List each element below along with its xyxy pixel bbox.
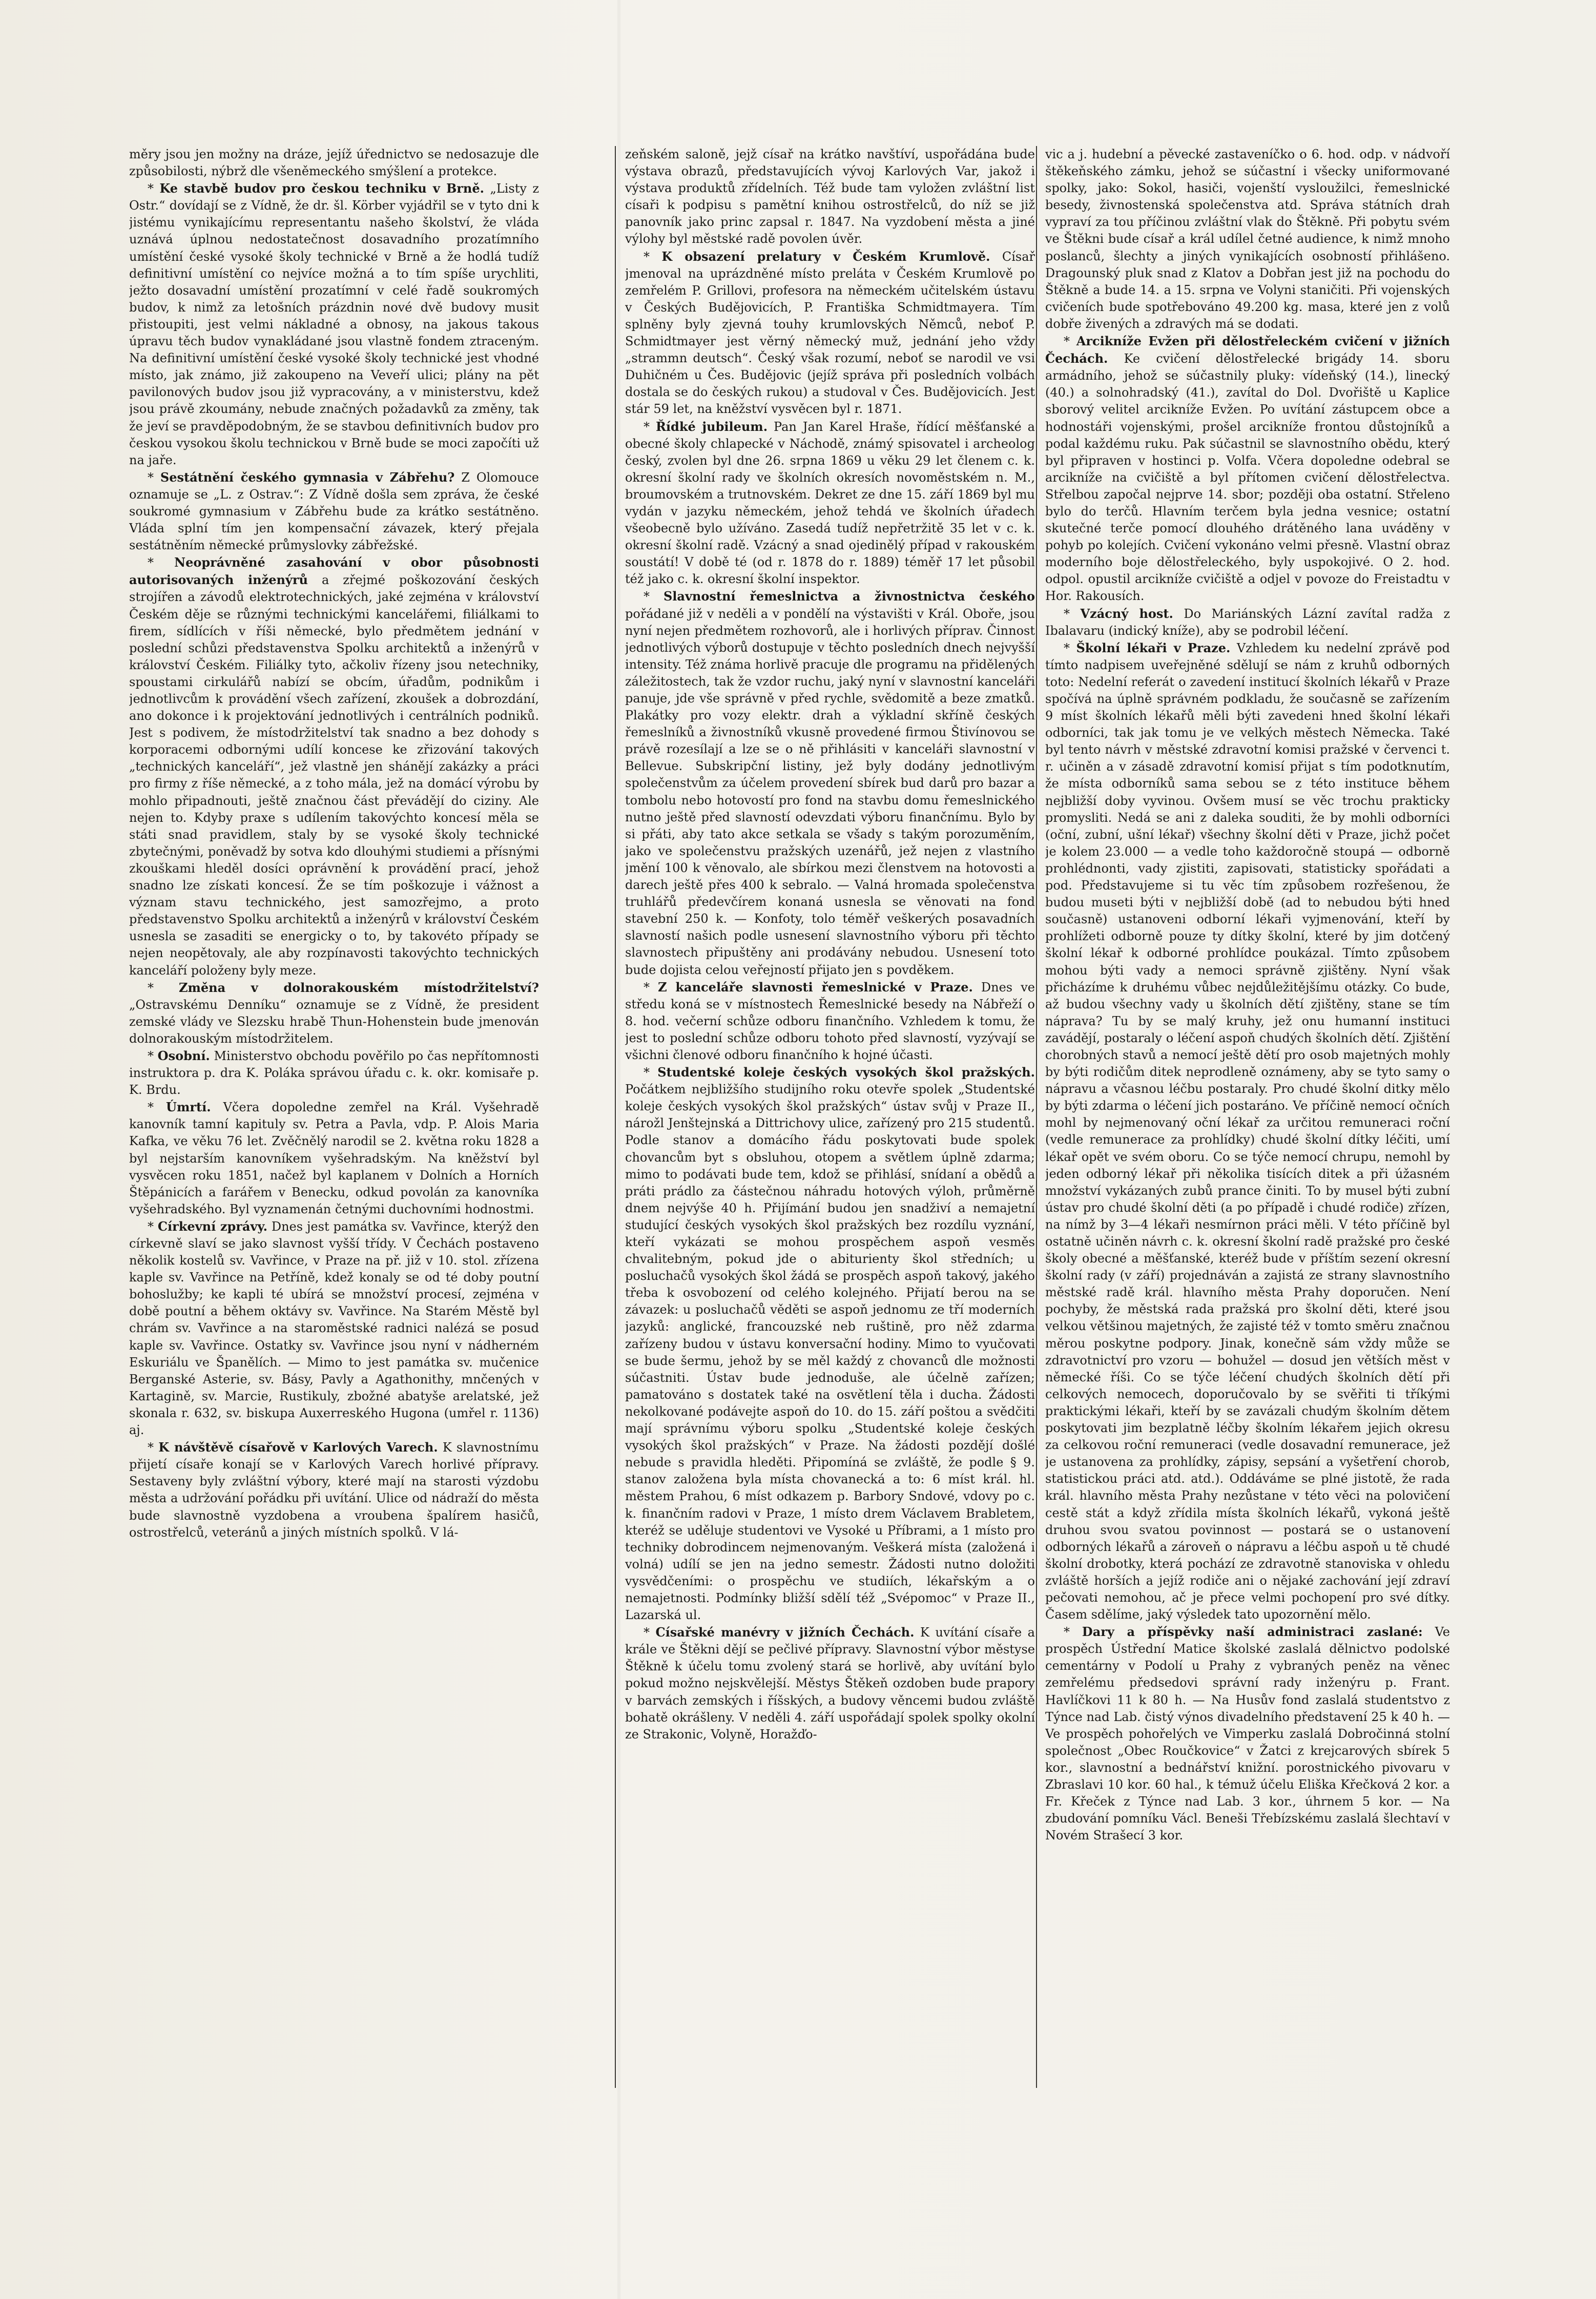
article-body: K slavnostnímu přijetí císaře konají se v Karlových Varech horlivé přípravy. Sestaveny byly zvláštní výbory, které mají na starosti výzdobu města a udržování pořádku při uvítání. Ulice od nádraží do města bude slavnostně vyzdobena a vroubena špalírem hasičů, ostrostřelců, veteránů a jiných místních spolků. V lá-	[129, 1440, 539, 1540]
article-skolni-lekari: * Školní lékaři v Praze. Vzhledem ku nedelní zprávě pod tímto nadpisem uveřejněné sdělují se nám z kruhů odborných toto: Nedelní referát o zavedení institucí školních lékařů v Praze spočívá na úplně správném podkladu, že současně se zařízením 9 míst školních lékařů měli býti zavedeni hned školní lékaři odborníci, tak jak tomu je ve velkých městech Německa. Také byl tento návrh v městské zdravotní komisi pražské v červenci t. r. učiněn a v zásadě zdravotní komisí přijat s tím podotknutím, že místa odborníků sama sebou se z této instituce během nejbližší doby vyvinou. Ovšem musí se věc trochu prakticky promysliti. Nedá se ani z daleka souditi, že by mohli odborníci (oční, zubní, ušní lékař) všechny školní děti v Praze, jichž počet je kolem 23.000 — a vedle toho každoročně stoupá — odborně prohlédnonti, vady zjistiti, zapisovati, statisticky spořádati a pod. Představujeme si tu věc tím způsobem rozřešenou, že budou museti býti v nejbližší době (ad to nebudou býti hned současně) ustanoveni odborní lékaři vyjmenování, kteří by prohlížeti odborně pouze ty dítky školní, které by jim dotčený školní lékař k odborné prohlídce poukázal. Tímto způsobem mohou býti vady a nemoci správně zjištěny. Nyní však přicházíme k druhému vůbec nejdůležitějšímu otázky. Co bude, až budou všechny vady u školních dětí zjištěny, stane se tím náprava? Tu by se malý kruhy, jež onu humanní instituci zavádějí, postaraly o léčení aspoň chudých školních dětí. Zjištění chorobných stavů a nemocí ještě dětí pro osob majetných mohly by býti rodičům ditek neprodleně oznámeny, aby se tyto samy o nápravu a včasnou léčbu postaraly. Pro chudé školní ditky mělo by býti zdarma o léčení jich postaráno. Ve příčině nemocí očních mohl by nejmenovaný oční lékař za určitou remuneraci roční (vedle remunerace za prohlídky) chudé školní dítky léčiti, umí lékař opět ve svém oboru. Co se týče nemocí chrupu, nemohl by jeden odborný lékař při několika tisících ditek a při úžasném množství vykázaných zubů prance činiti. To by musel býti zubní ústav pro chudé školní děti (a po případě i chudé rodiče) zřízen, na nímž by 3—4 lékaři nesmírnon práci měli. V této příčině byl ostatně učiněn návrh c. k. okresní školní radě pražské pro české školy obecné a měšťanské, kteréž bude v příštím sezení okresní školní rady (v září) projednáván a zajistá ze strany slavnostního městské radě král. hlavního města Prahy doporučen. Není pochyby, že městská rada pražská pro školní děti, které jsou velkou většinou majetných, že zajisté též v tomto směru značnou měrou poskytne podpory. Jinak, konečně sám vždy může se zdravotnictví pro vzoru — bohužel — dosud jen větších měst v německé říši. Co se týče léčení chudých školních dětí při celkových nemocech, doporučovalo by se svěřiti ti tříkými praktickými lékaři, kteří by se zavázali chudým školním dětem poskytovati jim bezplatně léčby školním lékařem jejich okresu za celkovou roční remuneraci (vedle dosavadní remunerace, jež je ustanovena za prohlídky, zápisy, sepsání a vyšetření chorob, statistickou práci atd. atd.). Oddáváme se plné jistotě, že rada král. hlavního města Prahy nezůstane v této věci na polovičení cestě stát a když zřídila místa školních lékařů, vykoná ještě druhou svou svatou povinnost — postará se o ustanovení odborných lékařů a zároveň o nápravu a léčbu aspoň u tě chudé školní drobotky, která pochází ze zdravotně stanoviska v ohledu zvláště horších a jejíž rodiče ani o nějaké zachování její zdraví pečovati nemohou, ač je přece velmi pochopení pro své dítky. Časem sdělíme, jaký výsledek tato upozornění mělo.	[1045, 640, 1450, 1622]
article-heading: Arcikníže Evžen při dělostřeleckém cvičení v jižních Čechách.	[1045, 334, 1450, 366]
article-heading: Sestátnění českého gymnasia v Zábřehu?	[160, 469, 455, 485]
column-rule-1	[615, 146, 616, 2088]
article-heading: Školní lékaři v Praze.	[1076, 640, 1231, 655]
article-mistodrzitelstvi: * Změna v dolnorakouském místodržitelství? „Ostravskému Denníku“ oznamuje se z Vídně, že president zemské vlády ve Slezsku hrabě Thun-Hohenstein bude jmenován dolnorakouským místodržitelem.	[129, 980, 539, 1046]
article-heading: K návštěvě císařově v Karlových Varech.	[158, 1440, 438, 1455]
article-heading: Řídké jubileum.	[655, 419, 768, 434]
article-slavnost-remeslnictva: * Slavnostní řemeslnictva a živnostnictva českého pořádané již v neděli a v pondělí na výstavišti v Král. Oboře, jsou nyní nejen předmětem rozhovorů, ale i horlivých příprav. Činnost jednotlivých výborů dostupuje v těchto posledních dnech nejvyšší intensity. Též známa horlivě pracuje dle programu na přidělených záležitostech, tak že vzdor ruchu, jaký nyní v slavnostní kanceláři panuje, jde vše správně v před rychle, svědomitě a beze zmatků. Plakátky pro vozy elektr. drah a výkladní skříně českých řemeslníků a živnostníků vkusně provedené firmou Štivínovou se právě rozesílají a lze se o ně přihlásiti v kanceláři slavnostní v Bellevue. Subskripční listiny, jež byly dodány jednotlivým společenstvům za účelem provedení sbírek bud darů pro bazar a tombolu nebo hotovostí pro fond na stavbu domu řemeslnického nutno ještě před slavností odevzdati výboru finančnímu. Bylo by si přáti, aby tato akce setkala se všady s takým porozuměním, jako ve společenstvu pražských uzenářů, jež nejen z vlastního jmění 100 k věnovalo, ale sbírkou mezi členstvem na hotovosti a darech ještě přes 400 k sebralo. — Valná hromada společenstva truhlářů předevčírem konaná usnesla se věnovati na fond stavební 250 k. — Konfoty, tolo téměř veškerých posavadních slavností našich podle usnesení slavnostního výboru při těchto slavnostech připuštěny ani prodávány nebudou. Usnesení toto bude dojista celou veřejností přijato jen s povděkem.	[625, 589, 1035, 977]
page-fold-shadow	[617, 0, 620, 2299]
article-cirkevni-zpravy: * Církevní zprávy. Dnes jest památka sv. Vavřince, kterýž den církevně slaví se jako slavnost vyšší třídy. V Čechách postaveno několik kostelů sv. Vavřince, v Praze na př. již v 10. stol. zřízena kaple sv. Vavřince na Petříně, kdež konaly se od té doby poutní bohoslužby; ke kapli té ubírá se množství procesí, zejména v době poutní a během oktávy sv. Vavřince. Na Starém Městě byl chrám sv. Vavřince a na staroměstské radnici nalézá se posud kaple sv. Vavřince. Ostatky sv. Vavřince jsou nyní v nádherném Eskuriálu ve Španělích. — Mimo to jest památka sv. mučenice Berganské Asterie, sv. Básy, Pavly a Agathonithy, mnčených v Kartagině, sv. Marcie, Rustikuly, zbožné abatyše arelatské, jež skonala r. 632, sv. biskupa Auxerreského Hugona (umřel r. 1136) aj.	[129, 1218, 539, 1438]
article-arcikníze-evzen: * Arcikníže Evžen při dělostřeleckém cvičení v jižních Čechách. Ke cvičení dělostřelecké brigády 14. sboru armádního, jehož se súčastnily pluky: vídeňský (14.), linecký (40.) a solnohradský (41.), zavítal do Dol. Dvořiště u Kaplice sborový velitel arcikníže Evžen. Po uvítání zástupcem obce a hodnostáři vojenskými, prošel arcikníže frontou důstojníků a podal každému ruku. Pak súčastnil se slavnostního obědu, který byl připraven v hostinci p. Volfa. Včera dopoledne odebral se arcikníže na cvičiště a byl přítomen cvičení dělostřelectva. Střelbou započal nejprve 14. sbor; později oba ostatní. Střeleno bylo do terčů. Hlavním terčem byla jedna vesnice; ostatní skutečné terče pomocí dlouhého drátěného lana uváděny v pohyb po kolejích. Cvičení vykonáno velmi přesně. Vlastní obraz moderního boje dělostřeleckého, byly uspokojivé. O 2. hod. odpol. opustil arcikníže cvičiště a odjel v povoze do Freistadtu v Hor. Rakousích.	[1045, 334, 1450, 604]
article-body: pořádané již v neděli a v pondělí na výstavišti v Král. Oboře, jsou nyní nejen předmětem rozhovorů, ale i horlivých příprav. Činnost jednotlivých výborů dostupuje v těchto posledních dnech nejvyšší intensity. Též známa horlivě pracuje dle programu na přidělených záležitostech, tak že vzdor ruchu, jaký nyní v slavnostní kanceláři panuje, jde vše správně v před rychle, svědomitě a beze zmatků. Plakátky pro vozy elektr. drah a výkladní skříně českých řemeslníků a živnostníků vkusně provedené firmou Štivínovou se právě rozesílají a lze se o ně přihlásiti v kanceláři slavnostní v Bellevue. Subskripční listiny, jež byly dodány jednotlivým společenstvům za účelem provedení sbírek bud darů pro bazar a tombolu nebo hotovostí pro fond na stavbu domu řemeslnického nutno ještě před slavností odevzdati výboru finančnímu. Bylo by si přáti, aby tato akce setkala se všady s takým porozuměním, jako ve společenstvu pražských uzenářů, jež nejen z vlastního jmění 100 k věnovalo, ale sbírkou mezi členstvem na hotovosti a darech ještě přes 400 k sebralo. — Valná hromada společenstva truhlářů předevčírem konaná usnesla se věnovati na fond stavební 250 k. — Konfoty, tolo téměř veškerých posavadních slavností našich podle usnesení slavnostního výboru při těchto slavnostech připuštěny ani prodávány nebudou. Usnesení toto bude dojista celou veřejností přijato jen s povděkem.	[625, 606, 1035, 977]
article-body: Pan Jan Karel Hraše, řídící měšťanské a obecné školy chlapecké v Náchodě, známý spisovatel i archeolog český, zvolen byl dne 26. srpna 1869 u věku 29 let členem c. k. okresní školní rady ve školních okresích novoměstském n. M., broumovském a trutnovském. Dekret ze dne 15. září 1869 byl mu vydán v jazyku německém, jehož tehdá ve školních úřadech všeobecně bylo užíváno. Zasedá tudíž nepřetržitě 35 let v c. k. okresní školní radě. Vzácný a snad ojedinělý případ v rakouském soustátí! V době té (od r. 1878 do r. 1889) téměř 17 let působil též jako c. k. okresní školní inspektor.	[625, 419, 1035, 587]
article-body: Ministerstvo obchodu pověřilo po čas nepřítomnosti instruktora p. dra K. Poláka správou úřadu c. k. okr. komisaře p. K. Brdu.	[129, 1048, 539, 1097]
article-body: Počátkem nejbližšího studijního roku otevře spolek „Studentské koleje českých vysokých škol pražských“ ústav svůj v Praze II., nárožl Jenštejnská a Dittrichovy ulice, zařízený pro 215 studentů. Podle stanov a domácího řádu poskytovati bude spolek chovancům byt s obsluhou, otopem a světlem úplně zdarma; mimo to podávati bude tem, kdož se přihlásí, snídaní a obědů a práti prádlo za částečnou náhradu hotových výloh, průměrně dnem nejvýše 40 h. Přijímání budou jen snadživí a nemajetní studující českých vysokých škol pražských bez rozdílu vyznání, kteří vykázati se mohou prospěchem aspoň vesměs chvalitebným, pokud jde o abiturienty škol středních; u posluchačů vysokých škol žádá se prospěch aspoň takový, jakého třeba k osvobození od celého kolejného. Přijatí berou na se závazek: u posluchačů věděti se aspoň jednomu ze tří moderních jazyků: anglické, francouzské neb ruštině, pro něž zdarma zařízeny budou v ústavu konversační hodiny. Mimo to vyučovati se bude šermu, jehož by se měl každý z chovanců dle možnosti súčastniti. Ústav bude jednoduše, ale účelně zařízen; pamatováno s dostatek také na osvětlení těla i ducha. Žádosti nekolkované podávejte aspoň do 10. do 15. září poštou a svědčiti mají správnímu výboru spolku „Studentské koleje českých vysokých škol pražských“ v Praze. Na žádosti pozdějí došlé nebude s pravidla hleděti. Připomíná se zvláště, že podle § 9. stanov založena byla místa chovanecká a to: 6 míst král. hl. městem Prahou, 6 míst odkazem p. Barbory Sndové, vdovy po c. k. finančním radovi v Praze, 1 místo drem Václavem Brabletem, kteréž se uděluje studentovi ve Vysoké u Příbrami, a 1 místo pro techniky dobrodincem nejmenovaným. Veškerá místa (založená i volná) udílí se jen na jedno semestr. Žádosti nutno doložiti vysvědčeními: o prospěchu ve studiích, lékařským a o nemajetnosti. Podmínky bližší sdělí též „Svépomoc“ v Praze II., Lazarská ul.	[625, 1082, 1035, 1623]
column-1	[129, 146, 539, 2088]
article-vzacny-host: * Vzácný host. Do Mariánských Lázní zavítal radža z Ibalavaru (indický kníže), aby se podrobil léčení.	[1045, 606, 1450, 638]
article-heading: Z kanceláře slavnosti řemeslnické v Praze.	[658, 979, 973, 995]
article-body: Císař jmenoval na uprázdněné místo preláta v Českém Krumlově po zemřelém P. Grillovi, profesora na německém učitelském ústavu v Českých Budějovicích, P. Františka Schmidtmayera. Tím splněny byly zjevná touhy krumlovských Němců, neboť P. Schmidtmayer jest věrný německý muž, jednání jeho vždy „strammn deutsch“. Český však rozumí, neboť se narodil ve vsi Duhičném u Čes. Budějovic (jejíž správa při posledních volbách dostala se do českých rukou) a studoval v Čes. Budějovicích. Jest stár 59 let, na kněžství vysvěcen byl r. 1871.	[625, 249, 1035, 417]
article-continuation: zeňském saloně, jejž císař na krátko navštíví, uspořádána bude výstava obrazů, představujících vývoj Karlových Var, jakož i výstava produktů zřídelních. Též bude tam vyložen zvláštní list císaři k podpisu s pamětní knihou ostrostřelců, do níž se již panovník jako princ zapsal r. 1847. Na vyzdobení města a jiné výlohy byl městské radě povolen úvěr.	[625, 147, 1035, 246]
article-heading: Církevní zprávy.	[157, 1218, 267, 1234]
article-continuation: měry jsou jen možny na dráze, jejíž úřednictvo se nedosazuje dle způsobilosti, nýbrž dle všeněmeckého smýšlení a protekce.	[129, 147, 539, 179]
article-cisarske-manevry: * Císařské manévry v jižních Čechách. K uvítání císaře a krále ve Štěkni dějí se pečlivé přípravy. Slavnostní výbor městyse Štěkně k účelu tomu zvolený stará se horlivě, aby uvítání bylo pokud možno nejskvělejší. Městys Štěkeň ozdoben bude prapory v barvách zemských i říšských, a budovy věncemi budou zvláště bohatě okrášleny. V neděli 4. září uspořádají spolek spolky okolní ze Strakonic, Volyně, Horažďo-	[625, 1625, 1035, 1742]
article-body: Včera dopoledne zemřel na Král. Vyšehradě kanovník tamní kapituly sv. Petra a Pavla, vdp. P. Alois Maria Kafka, ve věku 76 let. Zvěčnělý narodil se 2. května roku 1828 a byl nejstarším kanovníkem vyšehradským. Na kněžství byl vysvěcen roku 1851, načež byl kaplanem v Dolních a Horních Štěpánicích a farářem v Benecku, odkud povolán za kanovníka vyšehradského. Byl vyznamenán četnými duchovními hodnostmi.	[129, 1100, 539, 1216]
article-heading: K obsazení prelatury v Českém Krumlově.	[661, 248, 990, 264]
article-body: „Ostravskému Denníku“ oznamuje se z Vídně, že president zemské vlády ve Slezsku hrabě Thun-Hohenstein bude jmenován dolnorakouským místodržitelem.	[129, 997, 539, 1046]
article-heading: Ke stavbě budov pro českou techniku v Brně.	[159, 181, 484, 196]
article-technika-brno: * Ke stavbě budov pro českou techniku v Brně. „Listy z Ostr.“ dovídají se z Vídně, že dr. šl. Körber vyjádřil se v tyto dni k jistému vynikajícímu representantu našeho školství, že vláda uznává úplnou nedostatečnost dosavadního prozatímního umístění české vysoké školy technické v Brně a že hodlá tudíž definitivní umístění co nejvíce možná a to tím spíše urychliti, ježto dosavadní umístění prozatímní v celé řadě soukromých budov, k nimž za letošních prázdnin nové dvě budovy musit přistoupiti, jest velmi nákladné a obnosy, na jakous takous úpravu těch budov vynakládané jsou vlastně fondem ztraceným. Na definitivní umístění české vysoké školy technické jest vhodné místo, jak známo, již zakoupeno na Veveří ulici; plány na pět pavilonových budov jsou již vypracovány, a v ministerstvu, kdež jsou právě zkoumány, nebude značných požadavků za změny, tak že jeví se pravděpodobným, že se stavbou definitivních budov pro českou vysokou školu technickou v Brně bude se moci započíti už na jaře.	[129, 181, 539, 467]
article-heading: Změna v dolnorakouském místodržitelství?	[178, 980, 539, 995]
article-studentske-koleje: * Studentské koleje českých vysokých škol pražských. Počátkem nejbližšího studijního roku otevře spolek „Studentské koleje českých vysokých škol pražských“ ústav svůj v Praze II., nárožl Jenštejnská a Dittrichovy ulice, zařízený pro 215 studentů. Podle stanov a domácího řádu poskytovati bude spolek chovancům byt s obsluhou, otopem a světlem úplně zdarma; mimo to podávati bude tem, kdož se přihlásí, snídaní a obědů a práti prádlo za částečnou náhradu hotových výloh, průměrně dnem nejvýše 40 h. Přijímání budou jen snadživí a nemajetní studující českých vysokých škol pražských bez rozdílu vyznání, kteří vykázati se mohou prospěchem aspoň vesměs chvalitebným, pokud jde o abiturienty škol středních; u posluchačů vysokých škol žádá se prospěch aspoň takový, jakého třeba k osvobození od celého kolejného. Přijatí berou na se závazek: u posluchačů věděti se aspoň jednomu ze tří moderních jazyků: anglické, francouzské neb ruštině, pro něž zdarma zařízeny budou v ústavu konversační hodiny. Mimo to vyučovati se bude šermu, jehož by se měl každý z chovanců dle možnosti súčastniti. Ústav bude jednoduše, ale účelně zařízen; pamatováno s dostatek také na osvětlení těla i ducha. Žádosti nekolkované podávejte aspoň do 10. do 15. září poštou a svědčiti mají správnímu výboru spolku „Studentské koleje českých vysokých škol pražských“ v Praze. Na žádosti pozdějí došlé nebude s pravidla hleděti. Připomíná se zvláště, že podle § 9. stanov založena byla místa chovanecká a to: 6 míst král. hl. městem Prahou, 6 míst odkazem p. Barbory Sndové, vdovy po c. k. finančním radovi v Praze, 1 místo drem Václavem Brabletem, kteréž se uděluje studentovi ve Vysoké u Příbrami, a 1 místo pro techniky dobrodincem nejmenovaným. Veškerá místa (založená i volná) udílí se jen na jedno semestr. Žádosti nutno doložiti vysvědčeními: o prospěchu ve studiích, lékařským a o nemajetnosti. Podmínky bližší sdělí též „Svépomoc“ v Praze II., Lazarská ul.	[625, 1065, 1035, 1623]
article-body: Vzhledem ku nedelní zprávě pod tímto nadpisem uveřejněné sdělují se nám z kruhů odborných toto: Nedelní referát o zavedení institucí školních lékařů v Praze spočívá na úplně správném podkladu, že současně se zařízením 9 míst školních lékařů měli býti zavedeni hned školní lékaři odborníci, tak jak tomu je ve velkých městech Německa. Také byl tento návrh v městské zdravotní komisi pražské v červenci t. r. učiněn a v zásadě zdravotní komisí přijat s tím podotknutím, že místa odborníků sama sebou se z této instituce během nejbližší doby vyvinou. Ovšem musí se věc trochu prakticky promysliti. Nedá se ani z daleka souditi, že by mohli odborníci (oční, zubní, ušní lékař) všechny školní děti v Praze, jichž počet je kolem 23.000 — a vedle toho každoročně stoupá — odborně prohlédnonti, vady zjistiti, zapisovati, statisticky spořádati a pod. Představujeme si tu věc tím způsobem rozřešenou, že budou museti býti v nejbližší době (ad to nebudou býti hned současně) ustanoveni odborní lékaři vyjmenování, kteří by prohlížeti odborně pouze ty dítky školní, které by jim dotčený školní lékař k odborné prohlídce poukázal. Tímto způsobem mohou býti vady a nemoci správně zjištěny. Nyní však přicházíme k druhému vůbec nejdůležitějšímu otázky. Co bude, až budou všechny vady u školních dětí zjištěny, stane se tím náprava? Tu by se malý kruhy, jež onu humanní instituci zavádějí, postaraly o léčení aspoň chudých školních dětí. Zjištění chorobných stavů a nemocí ještě dětí pro osob majetných mohly by býti rodičům ditek neprodleně oznámeny, aby se tyto samy o nápravu a včasnou léčbu postaraly. Pro chudé školní ditky mělo by býti zdarma o léčení jich postaráno. Ve příčině nemocí očních mohl by nejmenovaný oční lékař za určitou remuneraci roční (vedle remunerace za prohlídky) chudé školní dítky léčiti, umí lékař opět ve svém oboru. Co se týče nemocí chrupu, nemohl by jeden odborný lékař při několika tisících ditek a při úžasném množství vykázaných zubů prance činiti. To by musel býti zubní ústav pro chudé školní děti (a po případě i chudé rodiče) zřízen, na nímž by 3—4 lékaři nesmírnon práci měli. V této příčině byl ostatně učiněn návrh c. k. okresní školní radě pražské pro české školy obecné a měšťanské, kteréž bude v příštím sezení okresní školní rady (v září) projednáván a zajistá ze strany slavnostního městské radě král. hlavního města Prahy doporučen. Není pochyby, že městská rada pražská pro školní děti, které jsou velkou většinou majetných, že zajisté též v tomto směru značnou měrou poskytne podpory. Jinak, konečně sám vždy může se zdravotnictví pro vzoru — bohužel — dosud jen větších měst v německé říši. Co se týče léčení chudých školních dětí při celkových nemocech, doporučovalo by se svěřiti ti tříkými praktickými lékaři, kteří by se zavázali chudým školním dětem poskytovati jim bezplatně léčby školním lékařem jejich okresu za celkovou roční remuneraci (vedle dosavadní remunerace, jež je ustanovena za prohlídky, zápisy, sepsání a vyšetření chorob, statistickou práci atd. atd.). Oddáváme se plné jistotě, že rada král. hlavního města Prahy nezůstane v této věci na polovičení cestě stát a když zřídila místa školních lékařů, vykoná ještě druhou svou svatou povinnost — postará se o ustanovení odborných lékařů a zároveň o nápravu a léčbu aspoň u tě chudé školní drobotky, která pochází ze zdravotně stanoviska v ohledu zvláště horších a jejíž rodiče ani o nějaké zachování její zdraví pečovati nemohou, ač je přece velmi pochopení pro své dítky. Časem sdělíme, jaký výsledek tato upozornění mělo.	[1045, 640, 1450, 1622]
article-body: Dnes jest památka sv. Vavřince, kterýž den církevně slaví se jako slavnost vyšší třídy. V Čechách postaveno několik kostelů sv. Vavřince, v Praze na př. již v 10. stol. zřízena kaple sv. Vavřince na Petříně, kdež konaly se od té doby poutní bohoslužby; ke kapli té ubírá se množství procesí, zejména v době poutní a během oktávy sv. Vavřince. Na Starém Městě byl chrám sv. Vavřince a na staroměstské radnici nalézá se posud kaple sv. Vavřince. Ostatky sv. Vavřince jsou nyní v nádherném Eskuriálu ve Španělích. — Mimo to jest památka sv. mučenice Berganské Asterie, sv. Básy, Pavly a Agathonithy, mnčených v Kartagině, sv. Marcie, Rustikuly, zbožné abatyše arelatské, jež skonala r. 632, sv. biskupa Auxerreského Hugona (umřel r. 1136) aj.	[129, 1219, 539, 1438]
article-body: Do Mariánských Lázní zavítal radža z Ibalavaru (indický kníže), aby se podrobil léčení.	[1045, 606, 1450, 638]
article-karlovy-vary: * K návštěvě císařově v Karlových Varech. K slavnostnímu přijetí císaře konají se v Karlových Varech horlivé přípravy. Sestaveny byly zvláštní výbory, které mají na starosti výzdobu města a udržování pořádku při uvítání. Ulice od nádraží do města bude slavnostně vyzdobena a vroubena špalírem hasičů, ostrostřelců, veteránů a jiných místních spolků. V lá-	[129, 1440, 539, 1540]
article-inzenyri: * Neoprávněné zasahování v obor působnosti autorisovaných inženýrů a zřejmé poškozování českých strojířen a závodů elektrotechnických, jaké zejména v království Českém děje se různými technickými kancelářemi, filiálkami to firem, sídlících v říši německé, bylo předmětem jednání v poslední schůzi představenstva Spolku architektů a inženýrů v království Českém. Filiálky tyto, ačkoliv řízeny jsou netechniky, spoustami cirkulářů nabízí se obcím, úřadům, podnikům i jednotlivcům k provádění všech zařízení, zkoušek a dobrozdání, ano dokonce i k projektování jednotlivých i centrálních podniků. Jest s podivem, že místodržitelství tak snadno a bez dohody s korporacemi odbornými udílí koncese ke zřizování takových „technických kanceláří“, jež vlastně jen shánějí zakázky a práci pro firmy z říše německé, a z toho mála, jež na domácí výrobu by mohlo připadnouti, ještě značnou část převádějí do ciziny. Ale nejen to. Kdyby praxe s udílením takovýchto koncesí měla se státi snad pravidlem, staly by se vysoké školy technické zbytečnými, poněvadž by sotva kdo dlouhými studiemi a přísnými zkouškami hleděl dosíci oprávnění k provádění prací, jehož snadno lze získati koncesí. Že se tím poškozuje i vážnost a význam stavu technického, jest samozřejmo, a proto představenstvo Spolku architektů a inženýrů v království Českém usnesla se zasaditi se energicky o to, by takovéto případy se nejen neopětovaly, ale aby rozpínavosti takovýchto technických kanceláří položeny byly meze.	[129, 555, 539, 978]
article-umrti: * Úmrtí. Včera dopoledne zemřel na Král. Vyšehradě kanovník tamní kapituly sv. Petra a Pavla, vdp. P. Alois Maria Kafka, ve věku 76 let. Zvěčnělý narodil se 2. května roku 1828 a byl nejstarším kanovníkem vyšehradským. Na kněžství byl vysvěcen roku 1851, načež byl kaplanem v Dolních a Horních Štěpánicích a farářem v Benecku, odkud povolán za kanovníka vyšehradského. Byl vyznamenán četnými duchovními hodnostmi.	[129, 1100, 539, 1216]
article-body: Dnes ve středu koná se v místnostech Řemeslnické besedy na Nábřeží o 8. hod. večerní schůze odboru finančního. Vzhledem k tomu, že jest to poslední schůze odboru tohoto před slavností, vyzývají se všichni členové odboru finančního k hojné účasti.	[625, 980, 1035, 1062]
column-rule-2	[1036, 146, 1037, 2088]
article-heading: Vzácný host.	[1080, 606, 1173, 621]
article-dary-prispevky: * Dary a příspěvky naší administraci zaslané: Ve prospěch Ústřední Matice školské zaslalá dělnictvo podolské cementárny v Podolí u Prahy z vybraných peněz na věnec zemřelému předsedovi správní rady inženýru p. Frant. Havlíčkovi 11 k 80 h. — Na Husův fond zaslalá studentstvo z Týnce nad Lab. čistý výnos divadelního představení 25 k 40 h. — Ve prospěch pohořelých ve Vimperku zaslalá Dobročinná stolní společnost „Obec Roučkovice“ v Žatci z krejcarových sbírek 5 kor., slavnostní a bednářství knižní. porostnického pivovaru v Zbraslavi 10 kor. 60 hal., k témuž účelu Eliška Křečková 2 kor. a Fr. Křeček z Týnce nad Lab. 3 kor., úhrnem 5 kor. — Na zbudování pomníku Václ. Beneši Třebízskému zaslalá šlechtaví v Novém Strašecí 3 kor.	[1045, 1624, 1450, 1843]
article-body: „Listy z Ostr.“ dovídají se z Vídně, že dr. šl. Körber vyjádřil se v tyto dni k jistému vynikajícímu representantu našeho školství, že vláda uznává úplnou nedostatečnost dosavadního prozatímního umístění české vysoké školy technické v Brně a že hodlá tudíž definitivní umístění co nejvíce možná a to tím spíše urychliti, ježto dosavadní umístění prozatímní v celé řadě soukromých budov, k nimž za letošních prázdnin nové dvě budovy musit přistoupiti, jest velmi nákladné a obnosy, na jakous takous úpravu těch budov vynakládané jsou vlastně fondem ztraceným. Na definitivní umístění české vysoké školy technické jest vhodné místo, jak známo, již zakoupeno na Veveří ulici; plány na pět pavilonových budov jsou již vypracovány, a v ministerstvu, kdež jsou právě zkoumány, nebude značných požadavků za změny, tak že jeví se pravděpodobným, že se stavbou definitivních budov pro českou vysokou školu technickou v Brně bude se moci započíti už na jaře.	[129, 181, 539, 467]
article-body: K uvítání císaře a krále ve Štěkni dějí se pečlivé přípravy. Slavnostní výbor městyse Štěkně k účelu tomu zvolený stará se horlivě, aby uvítání bylo pokud možno nejskvělejší. Městys Štěkeň ozdoben bude prapory v barvách zemských i říšských, a budovy věncemi budou zvláště bohatě okrášleny. V neděli 4. září uspořádají spolek spolky okolní ze Strakonic, Volyně, Horažďo-	[625, 1625, 1035, 1742]
column-3	[1045, 146, 1450, 2088]
article-gymnasium-zabreh: * Sestátnění českého gymnasia v Zábřehu? Z Olomouce oznamuje se „L. z Ostrav.“: Z Vídně došla sem zpráva, že české soukromé gymnasium v Zábřehu bude za krátko sestátněno. Vláda splní tím jen kompensační závazek, který přejala sestátněním německé průmyslovky zábřežské.	[129, 469, 539, 553]
article-heading: Studentské koleje českých vysokých škol pražských.	[657, 1065, 1035, 1080]
article-body: a zřejmé poškozování českých strojířen a závodů elektrotechnických, jaké zejména v království Českém děje se různými technickými kancelářemi, filiálkami to firem, sídlících v říši německé, bylo předmětem jednání v poslední schůzi představenstva Spolku architektů a inženýrů v království Českém. Filiálky tyto, ačkoliv řízeny jsou netechniky, spoustami cirkulářů nabízí se obcím, úřadům, podnikům i jednotlivcům k provádění všech zařízení, zkoušek a dobrozdání, ano dokonce i k projektování jednotlivých i centrálních podniků. Jest s podivem, že místodržitelství tak snadno a bez dohody s korporacemi odbornými udílí koncese ke zřizování takových „technických kanceláří“, jež vlastně jen shánějí zakázky a práci pro firmy z říše německé, a z toho mála, jež na domácí výrobu by mohlo připadnouti, ještě značnou část převádějí do ciziny. Ale nejen to. Kdyby praxe s udílením takovýchto koncesí měla se státi snad pravidlem, staly by se vysoké školy technické zbytečnými, poněvadž by sotva kdo dlouhými studiemi a přísnými zkouškami hleděl dosíci oprávnění k provádění prací, jehož snadno lze získati koncesí. Že se tím poškozuje i vážnost a význam stavu technického, jest samozřejmo, a proto představenstvo Spolku architektů a inženýrů v království Českém usnesla se zasaditi se energicky o to, by takovéto případy se nejen neopětovaly, ale aby rozpínavosti takovýchto technických kanceláří položeny byly meze.	[129, 573, 539, 978]
article-kancelar-slavnosti: * Z kanceláře slavnosti řemeslnické v Praze. Dnes ve středu koná se v místnostech Řemeslnické besedy na Nábřeží o 8. hod. večerní schůze odboru finančního. Vzhledem k tomu, že jest to poslední schůze odboru tohoto před slavností, vyzývají se všichni členové odboru finančního k hojné účasti.	[625, 979, 1035, 1062]
article-continuation: vic a j. hudební a pěvecké zastaveníčko o 6. hod. odp. v nádvoří štěkeňského zámku, jehož se súčastní i všecky uniformované spolky, jako: Sokol, hasiči, vojenští vysloužilci, řemeslnické besedy, živnostenská společenstva atd. Správa státních drah vypraví za tou příčinou zvláštní vlak do Štěkně. Při pobytu svém ve Štěkni bude císař a král udílel četné audience, k nimž mnoho poslanců, šlechty a jiných vynikajících osobností přihlášeno. Dragounský pluk snad z Klatov a Dobřan jest již na pochodu do Štěkně a bude 14. a 15. srpna ve Volyni staničiti. Při vojenských cvičeních bude spotřebováno 49.200 kg. masa, které jen z volů dobře živených a zdravých má se dodati.	[1045, 147, 1450, 331]
article-heading: Neoprávněné zasahování v obor působnosti autorisovaných inženýrů	[129, 555, 539, 588]
article-body: Ve prospěch Ústřední Matice školské zaslalá dělnictvo podolské cementárny v Podolí u Prahy z vybraných peněz na věnec zemřelému předsedovi správní rady inženýru p. Frant. Havlíčkovi 11 k 80 h. — Na Husův fond zaslalá studentstvo z Týnce nad Lab. čistý výnos divadelního představení 25 k 40 h. — Ve prospěch pohořelých ve Vimperku zaslalá Dobročinná stolní společnost „Obec Roučkovice“ v Žatci z krejcarových sbírek 5 kor., slavnostní a bednářství knižní. porostnického pivovaru v Zbraslavi 10 kor. 60 hal., k témuž účelu Eliška Křečková 2 kor. a Fr. Křeček z Týnce nad Lab. 3 kor., úhrnem 5 kor. — Na zbudování pomníku Václ. Beneši Třebízskému zaslalá šlechtaví v Novém Strašecí 3 kor.	[1045, 1625, 1450, 1843]
article-heading: Císařské manévry v jižních Čechách.	[655, 1625, 915, 1640]
article-jubileum: * Řídké jubileum. Pan Jan Karel Hraše, řídící měšťanské a obecné školy chlapecké v Náchodě, známý spisovatel i archeolog český, zvolen byl dne 26. srpna 1869 u věku 29 let členem c. k. okresní školní rady ve školních okresích novoměstském n. M., broumovském a trutnovském. Dekret ze dne 15. září 1869 byl mu vydán v jazyku německém, jehož tehdá ve školních úřadech všeobecně bylo užíváno. Zasedá tudíž nepřetržitě 35 let v c. k. okresní školní radě. Vzácný a snad ojedinělý případ v rakouském soustátí! V době té (od r. 1878 do r. 1889) téměř 17 let působil též jako c. k. okresní školní inspektor.	[625, 419, 1035, 587]
article-heading: Dary a příspěvky naší administraci zaslané:	[1082, 1624, 1423, 1640]
article-heading: Osobní.	[157, 1048, 210, 1063]
article-heading: Úmrtí.	[166, 1100, 211, 1115]
article-prelatura-krumlov: * K obsazení prelatury v Českém Krumlově. Císař jmenoval na uprázdněné místo preláta v Českém Krumlově po zemřelém P. Grillovi, profesora na německém učitelském ústavu v Českých Budějovicích, P. Františka Schmidtmayera. Tím splněny byly zjevná touhy krumlovských Němců, neboť P. Schmidtmayer jest věrný německý muž, jednání jeho vždy „strammn deutsch“. Český však rozumí, neboť se narodil ve vsi Duhičném u Čes. Budějovic (jejíž správa při posledních volbách dostala se do českých rukou) a studoval v Čes. Budějovicích. Jest stár 59 let, na kněžství vysvěcen byl r. 1871.	[625, 248, 1035, 417]
article-body: Z Olomouce oznamuje se „L. z Ostrav.“: Z Vídně došla sem zpráva, že české soukromé gymnasium v Zábřehu bude za krátko sestátněno. Vláda splní tím jen kompensační závazek, který přejala sestátněním německé průmyslovky zábřežské.	[129, 470, 539, 553]
article-osobni: * Osobní. Ministerstvo obchodu pověřilo po čas nepřítomnosti instruktora p. dra K. Poláka správou úřadu c. k. okr. komisaře p. K. Brdu.	[129, 1048, 539, 1097]
column-2	[625, 146, 1035, 2088]
article-heading: Slavnostní řemeslnictva a živnostnictva českého	[663, 589, 1035, 604]
article-body: Ke cvičení dělostřelecké brigády 14. sboru armádního, jehož se súčastnily pluky: vídeňský (14.), linecký (40.) a solnohradský (41.), zavítal do Dol. Dvořiště u Kaplice sborový velitel arcikníže Evžen. Po uvítání zástupcem obce a hodnostáři vojenskými, prošel arcikníže frontou důstojníků a podal každému ruku. Pak súčastnil se slavnostního obědu, který byl připraven v hostinci p. Volfa. Včera dopoledne odebral se arcikníže na cvičiště a byl přítomen cvičení dělostřelectva. Střelbou započal nejprve 14. sbor; později oba ostatní. Střeleno bylo do terčů. Hlavním terčem byla jedna vesnice; ostatní skutečné terče pomocí dlouhého drátěného lana uváděny v pohyb po kolejích. Cvičení vykonáno velmi přesně. Vlastní obraz moderního boje dělostřeleckého, byly uspokojivé. O 2. hod. odpol. opustil arcikníže cvičiště a odjel v povoze do Freistadtu v Hor. Rakousích.	[1045, 351, 1450, 604]
